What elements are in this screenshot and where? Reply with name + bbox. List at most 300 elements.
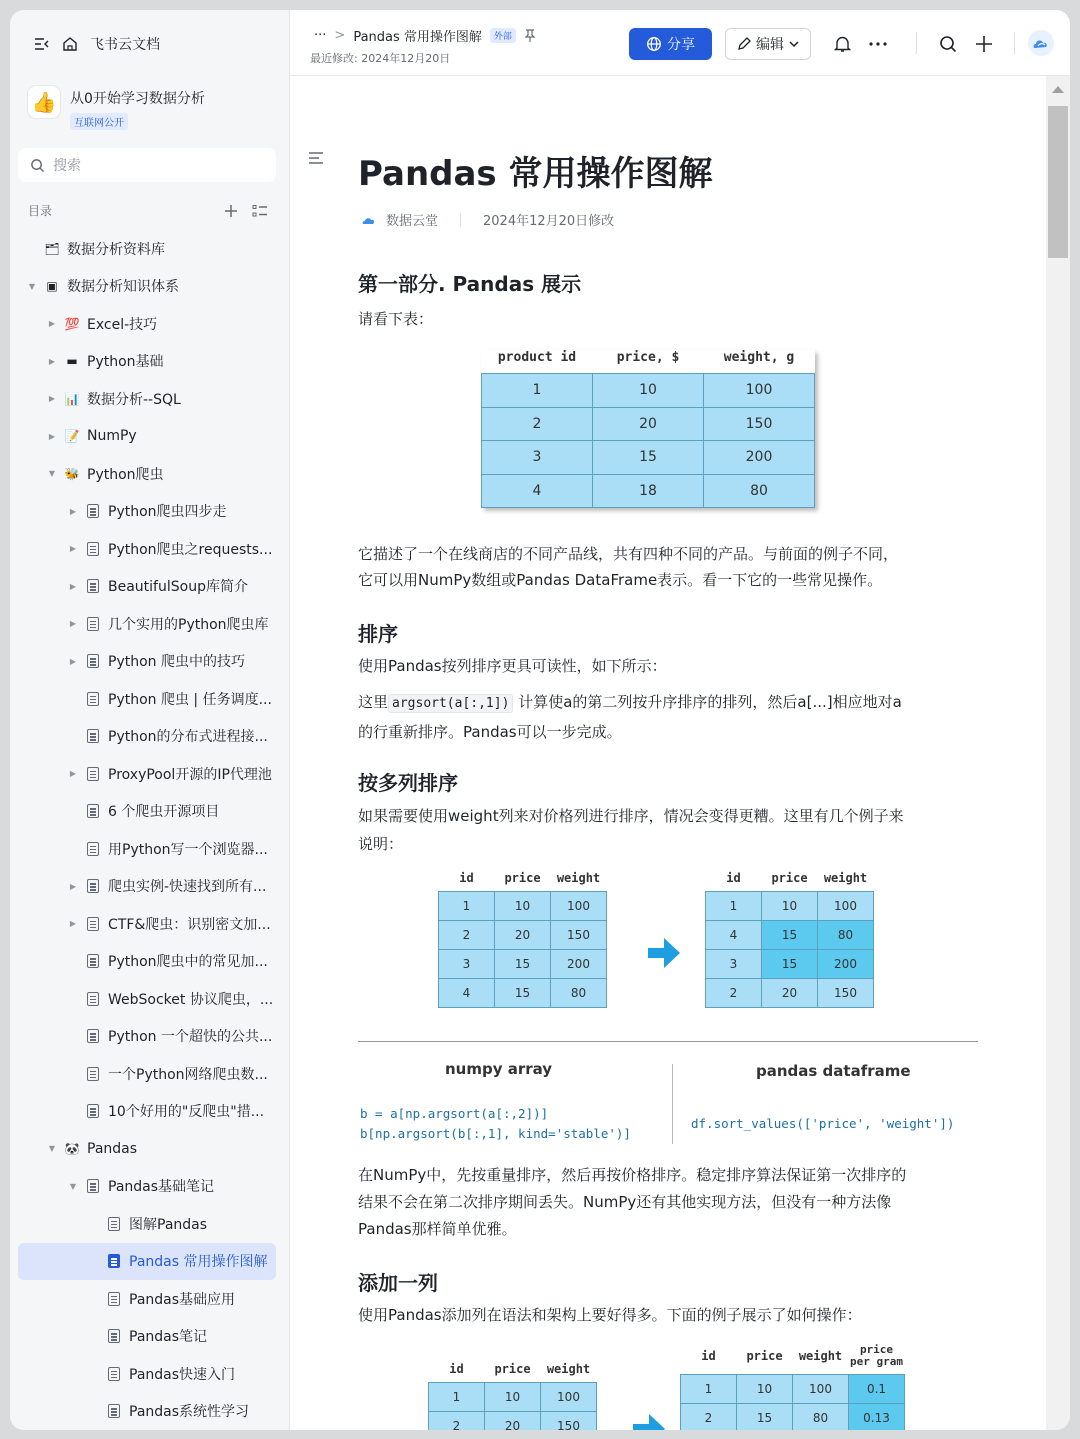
document-icon-shape <box>87 879 99 893</box>
table-row <box>706 921 874 950</box>
table-cell: 80 <box>704 474 815 508</box>
last-modified: 最近修改: 2024年12月20日 <box>310 52 451 65</box>
home-icon[interactable] <box>62 36 78 52</box>
sidebar-item-label: Pandas系统性学习 <box>129 1404 250 1421</box>
sidebar-item-label: Python 一个超快的公共... <box>108 1029 273 1046</box>
column-header: price <box>771 871 808 885</box>
caret-right-icon[interactable]: ▶ <box>69 506 77 516</box>
sidebar-item[interactable] <box>18 380 276 418</box>
section-heading: 排序 <box>358 622 398 646</box>
document-icon <box>85 1066 101 1082</box>
table-cell: 1 <box>706 892 762 921</box>
sidebar-item[interactable] <box>18 1280 276 1318</box>
sidebar-item-label: 图解Pandas <box>129 1216 208 1233</box>
add-column-before-table <box>428 1362 597 1430</box>
sidebar <box>10 10 290 1430</box>
column-header: weight, g <box>723 350 795 365</box>
column-header: price, $ <box>616 350 680 365</box>
sidebar-item[interactable] <box>18 1168 276 1206</box>
sidebar-header <box>34 34 160 54</box>
share-button[interactable] <box>629 28 712 60</box>
document-icon <box>85 803 101 819</box>
sidebar-item-label: NumPy <box>87 428 137 445</box>
globe-icon <box>646 36 662 52</box>
add-icon[interactable] <box>972 32 996 56</box>
table-row <box>439 979 607 1008</box>
document-icon <box>85 578 101 594</box>
sidebar-item[interactable] <box>18 268 276 306</box>
column-header: product id <box>497 350 577 365</box>
paragraph-text: 的行重新排序。Pandas可以一步完成。 <box>358 723 622 741</box>
sidebar-item-label: Python爬虫四步走 <box>108 504 227 521</box>
scroll-up-icon[interactable] <box>1052 86 1064 93</box>
table-cell: 200 <box>818 950 874 979</box>
table-cell: 2 <box>482 407 593 441</box>
arrow-right-icon <box>648 938 680 968</box>
toolbar-divider <box>1014 32 1015 54</box>
paragraph <box>358 688 988 747</box>
sidebar-item-label: BeautifulSoup库简介 <box>108 579 248 596</box>
document-icon-shape <box>87 1029 99 1043</box>
table-cell: 4 <box>482 474 593 508</box>
sidebar-item[interactable] <box>18 1355 276 1393</box>
table-cell: 150 <box>551 921 607 950</box>
document-icon-shape <box>87 842 99 856</box>
table-cell: 150 <box>704 407 815 441</box>
table-cell: 20 <box>485 1412 541 1431</box>
sidebar-item-label: 几个实用的Python爬虫库 <box>108 616 269 633</box>
table-cell: 4 <box>439 979 495 1008</box>
caret-right-icon[interactable]: ▶ <box>69 769 77 779</box>
table-cell: 3 <box>706 950 762 979</box>
table-cell: 2 <box>706 979 762 1008</box>
table-cell: 1 <box>429 1383 485 1412</box>
table-cell: 15 <box>762 921 818 950</box>
more-options-icon[interactable] <box>866 32 890 56</box>
chevron-down-icon <box>789 40 799 48</box>
sort-before-table <box>438 871 607 1008</box>
document-icon <box>85 1178 101 1194</box>
document-icon <box>85 653 101 669</box>
sidebar-item[interactable] <box>18 493 276 531</box>
table-cell: 200 <box>704 441 815 475</box>
author-name[interactable]: 数据云堂 <box>386 214 439 229</box>
caret-down-icon[interactable]: ▼ <box>28 281 36 291</box>
table-header-row <box>429 1362 597 1383</box>
node-icon: 📝 <box>64 429 80 444</box>
sidebar-item-label: CTF&爬虫：识别密文加... <box>108 916 271 933</box>
column-header: id <box>449 1362 464 1376</box>
meta-divider <box>460 213 461 227</box>
document-icon <box>106 1366 122 1382</box>
sidebar-item[interactable] <box>18 830 276 868</box>
paragraph-line: Pandas那样简单优雅。 <box>358 1220 517 1238</box>
sidebar-item[interactable] <box>18 605 276 643</box>
divider <box>358 1041 978 1042</box>
column-header: weight <box>798 1349 843 1363</box>
sidebar-item-label: Python基础 <box>87 354 164 371</box>
table-cell: 20 <box>495 921 551 950</box>
table-cell: 100 <box>704 374 815 408</box>
sidebar-item[interactable] <box>18 755 276 793</box>
column-header: price per gram <box>850 1343 903 1368</box>
table-cell: 15 <box>593 441 704 475</box>
table-cell: 15 <box>495 950 551 979</box>
table-row <box>681 1404 905 1431</box>
collapse-sidebar-icon[interactable] <box>34 37 50 51</box>
breadcrumb-separator-icon: > <box>334 28 346 43</box>
sidebar-item[interactable] <box>18 868 276 906</box>
column-header: price <box>494 1362 531 1376</box>
sidebar-item[interactable] <box>18 305 276 343</box>
document-icon-shape <box>87 579 99 593</box>
sidebar-item-label: Pandas笔记 <box>129 1329 208 1346</box>
document-icon <box>85 916 101 932</box>
sidebar-item[interactable] <box>18 1393 276 1431</box>
document-icon <box>106 1291 122 1307</box>
document-icon-shape <box>87 654 99 668</box>
table-cell: 3 <box>482 441 593 475</box>
paragraph: 使用Pandas按列排序更具可读性，如下所示： <box>358 657 667 675</box>
paragraph: 使用Pandas添加列在语法和架构上要好得多。下面的例子展示了如何操作： <box>358 1306 862 1324</box>
sidebar-item-label: 数据分析--SQL <box>87 391 181 408</box>
column-header: id <box>701 1349 716 1363</box>
edit-button[interactable] <box>725 28 811 60</box>
sidebar-item-label: 爬虫实例-快速找到所有... <box>108 879 267 896</box>
table-cell: 2 <box>681 1404 737 1431</box>
document-icon <box>85 878 101 894</box>
toc-header <box>28 202 268 219</box>
paragraph-line: 它描述了一个在线商店的不同产品线，共有四种不同的产品。与前面的例子不同， <box>358 545 899 563</box>
sidebar-item[interactable] <box>18 1318 276 1356</box>
caret-right-icon[interactable]: ▶ <box>48 319 56 329</box>
table-cell: 1 <box>439 892 495 921</box>
document-icon <box>85 728 101 744</box>
scrollbar[interactable] <box>1046 76 1070 1430</box>
toolbar-divider <box>916 32 917 54</box>
document-icon <box>106 1216 122 1232</box>
table-row <box>706 979 874 1008</box>
document-icon-shape <box>87 954 99 968</box>
table-cell: 15 <box>762 950 818 979</box>
node-icon: ▬ <box>66 354 78 369</box>
node-icon: 🐝 <box>64 466 80 481</box>
code-line: b = a[np.argsort(a[:,2])] <box>360 1106 549 1121</box>
caret-right-icon[interactable]: ▶ <box>48 394 56 404</box>
document-icon-shape <box>108 1292 120 1306</box>
table-row <box>439 921 607 950</box>
table-cell: 15 <box>737 1404 793 1431</box>
sidebar-item[interactable] <box>18 1205 276 1243</box>
paragraph-line: 如果需要使用weight列来对价格列进行排序，情况会变得更糟。这里有几个例子来 <box>358 807 904 825</box>
document-icon <box>85 616 101 632</box>
node-icon: 📊 <box>64 391 80 406</box>
paragraph <box>358 541 988 593</box>
caret-down-icon[interactable]: ▼ <box>69 1181 77 1191</box>
sidebar-item[interactable] <box>18 1055 276 1093</box>
column-header: price <box>746 1349 783 1363</box>
sidebar-item[interactable] <box>18 1243 276 1281</box>
workspace-name: 从0开始学习数据分析 <box>70 91 205 107</box>
document-icon <box>85 1103 101 1119</box>
table-row <box>681 1375 905 1404</box>
table-cell: 200 <box>551 950 607 979</box>
arrow-right-icon <box>633 1414 665 1430</box>
document-icon <box>106 1328 122 1344</box>
section-heading: 添加一列 <box>358 1271 438 1295</box>
outline-icon[interactable] <box>308 150 324 169</box>
table-cell: 1 <box>681 1375 737 1404</box>
numpy-heading: numpy array <box>445 1060 553 1078</box>
table-header-row <box>482 350 815 374</box>
sidebar-item-label: Excel-技巧 <box>87 316 158 333</box>
toc-label: 目录 <box>28 204 53 218</box>
document-icon-shape <box>108 1329 120 1343</box>
document-icon-shape <box>108 1254 120 1268</box>
table-row <box>439 950 607 979</box>
table-cell: 10 <box>485 1383 541 1412</box>
sidebar-item-label: Pandas <box>87 1140 138 1157</box>
table-cell: 10 <box>593 374 704 408</box>
table-row <box>439 892 607 921</box>
node-icon: 💯 <box>64 316 80 331</box>
sidebar-item-label: Python的分布式进程接... <box>108 729 268 746</box>
code-line: b[np.argsort(b[:,1], kind='stable')] <box>360 1126 631 1141</box>
table-cell: 150 <box>541 1412 597 1431</box>
sidebar-item-label: 一个Python网络爬虫数... <box>108 1066 268 1083</box>
sidebar-item[interactable] <box>18 793 276 831</box>
divider <box>672 1064 673 1144</box>
document-icon <box>85 541 101 557</box>
numpy-code <box>360 1104 631 1144</box>
document-icon-shape <box>108 1367 120 1381</box>
caret-down-icon[interactable]: ▼ <box>48 469 56 479</box>
document-icon-shape <box>87 692 99 706</box>
sidebar-item[interactable] <box>18 980 276 1018</box>
sidebar-item-label: 数据分析知识体系 <box>67 279 179 296</box>
column-header: price <box>504 871 541 885</box>
search-icon <box>30 158 45 173</box>
document-icon-shape <box>87 767 99 781</box>
notification-bell-icon[interactable] <box>830 32 854 56</box>
paragraph <box>358 802 988 858</box>
toc-list-icon[interactable] <box>252 204 268 218</box>
search-icon[interactable] <box>936 32 960 56</box>
document-icon-shape <box>87 917 99 931</box>
table-cell: 0.1 <box>849 1375 905 1404</box>
sidebar-item[interactable] <box>18 530 276 568</box>
table-cell: 80 <box>818 921 874 950</box>
search-placeholder: 搜索 <box>53 158 81 174</box>
breadcrumb <box>314 26 536 45</box>
table-cell: 20 <box>593 407 704 441</box>
edit-label: 编辑 <box>756 37 784 53</box>
document-icon <box>85 766 101 782</box>
workspace-badge: 互联网公开 <box>70 113 128 130</box>
table-cell: 100 <box>818 892 874 921</box>
paragraph-text: 计算使a的第二列按升序排序的排列，然后a[...]相应地对a <box>518 693 902 711</box>
user-avatar[interactable] <box>1028 30 1054 56</box>
sidebar-item-label: Pandas基础应用 <box>129 1291 236 1308</box>
sidebar-item-label: Pandas快速入门 <box>129 1366 236 1383</box>
document-icon <box>85 691 101 707</box>
document-icon-shape <box>87 1104 99 1118</box>
document-icon-shape <box>87 542 99 556</box>
sidebar-item-label: WebSocket 协议爬虫，... <box>108 991 274 1008</box>
table-cell: 0.13 <box>849 1404 905 1431</box>
table-cell: 100 <box>793 1375 849 1404</box>
document-icon-shape <box>87 617 99 631</box>
column-header: id <box>726 871 741 885</box>
node-icon: 🗂 <box>44 241 60 256</box>
document-icon <box>85 1028 101 1044</box>
sidebar-item[interactable] <box>18 1093 276 1131</box>
sidebar-item-label: 10个好用的"反爬虫"措... <box>108 1104 265 1121</box>
code-line: df.sort_values(['price', 'weight']) <box>691 1116 955 1131</box>
table-row <box>429 1412 597 1431</box>
workspace-logo: 👍 <box>28 86 60 118</box>
search-input[interactable] <box>18 148 276 182</box>
node-icon: 🐼 <box>64 1141 80 1156</box>
caret-down-icon[interactable]: ▼ <box>48 1144 56 1154</box>
workspace-header[interactable] <box>28 86 205 130</box>
topbar <box>290 10 1070 76</box>
caret-right-icon[interactable]: ▶ <box>69 656 77 666</box>
app-name[interactable]: 飞书云文档 <box>90 37 160 53</box>
doc-meta <box>362 210 614 229</box>
sidebar-item-label: 6 个爬虫开源项目 <box>108 804 220 821</box>
pencil-icon <box>737 37 751 51</box>
document-icon-shape <box>108 1404 120 1418</box>
sidebar-item-label: Python 爬虫 | 任务调度... <box>108 691 272 708</box>
table-cell: 150 <box>818 979 874 1008</box>
document-icon-shape <box>108 1217 120 1231</box>
sidebar-item-label: Pandas 常用操作图解 <box>129 1254 268 1271</box>
table-cell: 2 <box>429 1412 485 1431</box>
caret-right-icon[interactable]: ▶ <box>48 431 56 441</box>
document-icon-shape <box>87 992 99 1006</box>
caret-right-icon[interactable]: ▶ <box>69 581 77 591</box>
pandas-heading: pandas dataframe <box>756 1062 911 1080</box>
paragraph <box>358 1162 988 1243</box>
table-row <box>706 950 874 979</box>
app-window <box>10 10 1070 1430</box>
paragraph-line: 它可以用NumPy数组或Pandas DataFrame表示。看一下它的一些常见操作。 <box>358 571 883 589</box>
document-icon-shape <box>87 804 99 818</box>
modified-date: 2024年12月20日修改 <box>483 214 615 229</box>
sidebar-item[interactable] <box>18 568 276 606</box>
sidebar-item-label: Python 爬虫中的技巧 <box>108 654 245 671</box>
table-cell: 80 <box>793 1404 849 1431</box>
column-header: weight <box>823 871 868 885</box>
sidebar-item[interactable] <box>18 680 276 718</box>
caret-right-icon[interactable]: ▶ <box>69 881 77 891</box>
add-icon[interactable] <box>224 204 238 218</box>
sidebar-item[interactable] <box>18 343 276 381</box>
sidebar-item[interactable] <box>18 455 276 493</box>
table-row <box>482 407 815 441</box>
table-header-row <box>439 871 607 892</box>
node-icon: ▣ <box>46 279 58 294</box>
scroll-thumb[interactable] <box>1048 106 1068 258</box>
sidebar-item[interactable] <box>18 418 276 456</box>
document-icon-shape <box>87 1067 99 1081</box>
sidebar-item[interactable] <box>18 718 276 756</box>
sidebar-item[interactable] <box>18 230 276 268</box>
table-cell: 10 <box>495 892 551 921</box>
table-row <box>482 441 815 475</box>
paragraph: 请看下表： <box>358 310 434 328</box>
sidebar-item[interactable] <box>18 943 276 981</box>
breadcrumb-current[interactable]: Pandas 常用操作图解 <box>353 30 482 45</box>
document-icon <box>85 503 101 519</box>
pin-icon[interactable] <box>524 29 536 43</box>
table-cell: 15 <box>495 979 551 1008</box>
sidebar-item-label: Pandas基础笔记 <box>108 1179 215 1196</box>
sidebar-item[interactable] <box>18 1130 276 1168</box>
section-heading: 按多列排序 <box>358 771 458 795</box>
sidebar-item-label: 用Python写一个浏览器... <box>108 841 268 858</box>
table-row <box>482 474 815 508</box>
document-icon <box>85 953 101 969</box>
sidebar-item[interactable] <box>18 643 276 681</box>
table-cell: 100 <box>551 892 607 921</box>
external-badge: 外部 <box>490 28 516 43</box>
column-header: weight <box>546 1362 591 1376</box>
sidebar-item-label: Python爬虫之requests... <box>108 541 273 558</box>
sidebar-item-label: ProxyPool开源的IP代理池 <box>108 766 272 783</box>
sort-after-table <box>705 871 874 1008</box>
table-cell: 1 <box>482 374 593 408</box>
table-row <box>706 892 874 921</box>
sidebar-item[interactable] <box>18 905 276 943</box>
paragraph-text: 这里 <box>358 693 389 711</box>
author-avatar <box>362 214 376 226</box>
add-column-after-table <box>680 1344 905 1430</box>
more-breadcrumb-button[interactable]: ··· <box>314 28 327 43</box>
caret-right-icon[interactable]: ▶ <box>48 356 56 366</box>
document-icon-shape <box>87 1179 99 1193</box>
paragraph-line: 在NumPy中，先按重量排序，然后再按价格排序。稳定排序算法保证第一次排序的 <box>358 1166 907 1184</box>
caret-right-icon[interactable]: ▶ <box>69 544 77 554</box>
document-icon <box>85 841 101 857</box>
document-icon-shape <box>87 504 99 518</box>
table-cell: 100 <box>541 1383 597 1412</box>
table-row <box>482 374 815 408</box>
table-cell: 10 <box>762 892 818 921</box>
paragraph-line: 结果不会在第二次排序期间丢失。NumPy还有其他实现方法，但没有一种方法像 <box>358 1193 892 1211</box>
caret-right-icon[interactable]: ▶ <box>69 619 77 629</box>
document-icon <box>106 1253 122 1269</box>
column-header: weight <box>556 871 601 885</box>
table-cell: 3 <box>439 950 495 979</box>
section-heading: 第一部分. Pandas 展示 <box>358 272 582 296</box>
doc-tree <box>18 230 276 1430</box>
table-cell: 20 <box>762 979 818 1008</box>
sidebar-item-label: Python爬虫 <box>87 466 164 483</box>
sidebar-item-label: Python爬虫中的常见加... <box>108 954 268 971</box>
inline-code: argsort(a[:,1]) <box>388 694 513 713</box>
table-cell: 4 <box>706 921 762 950</box>
caret-right-icon[interactable]: ▶ <box>69 919 77 929</box>
table-row <box>429 1383 597 1412</box>
sidebar-item[interactable] <box>18 1018 276 1056</box>
column-header: id <box>459 871 474 885</box>
pandas-code <box>691 1114 954 1134</box>
table-header-row <box>681 1344 905 1375</box>
document-icon-shape <box>87 729 99 743</box>
share-label: 分享 <box>667 37 695 53</box>
